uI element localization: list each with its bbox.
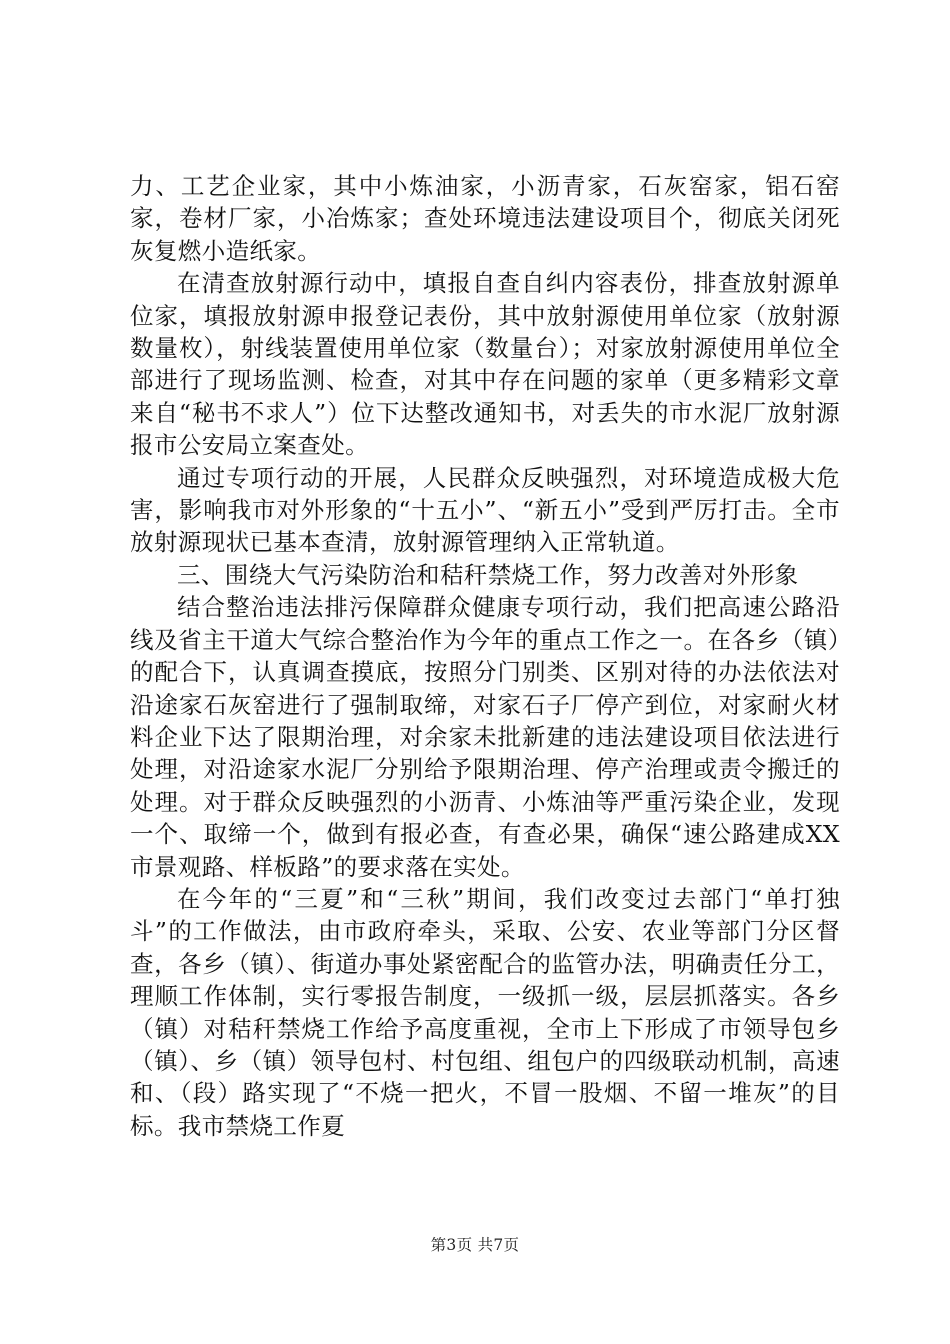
paragraph-1: 力、工艺企业家，其中小炼油家，小沥青家，石灰窑家，铝石窑家，卷材厂家，小冶炼家；查处环境违法建设项目个，彻底关闭死灰复燃小造纸家。 [130,172,840,265]
paragraph-4: 结合整治违法排污保障群众健康专项行动，我们把高速公路沿线及省主干道大气综合整治作为今年的重点工作之一。在各乡（镇）的配合下，认真调查摸底，按照分门别类、区别对待的办法依法对沿途家石灰窑进行了强制取缔，对家石子厂停产到位，对家耐火材料企业下达了限期治理，对余家未批新建的违法建设项目依法进行处理，对沿途家水泥厂分别给予限期治理、停产治理或责令搬迁的处理。对于群众反映强烈的小沥青、小炼油等严重污染企业，发现一个、取缔一个，做到有报必查，有查必果，确保“速公路建成XX市景观路、样板路”的要求落在实处。 [130,593,840,881]
paragraph-3: 通过专项行动的开展，人民群众反映强烈，对环境造成极大危害，影响我市对外形象的“十五小”、“新五小”受到严厉打击。全市放射源现状已基本查清，放射源管理纳入正常轨道。 [130,463,840,557]
page-number-footer: 第3页 共7页 [430,1236,520,1254]
document-body [130,170,840,1142]
paragraph-5: 在今年的“三夏”和“三秋”期间，我们改变过去部门“单打独斗”的工作做法，由市政府牵头，采取、公安、农业等部门分区督查，各乡（镇）、街道办事处紧密配合的监管办法，明确责任分工，理顺工作体制，实行零报告制度，一级抓一级，层层抓落实。各乡（镇）对秸秆禁烧工作给予高度重视，全市上下形成了市领导包乡（镇）、乡（镇）领导包村、村包组、组包户的四级联动机制，高速和、（段）路实现了“不烧一把火，不冒一股烟、不留一堆灰”的目标。我市禁烧工作夏 [130,884,840,1140]
paragraph-2: 在清查放射源行动中，填报自查自纠内容表份，排查放射源单位家，填报放射源申报登记表份，其中放射源使用单位家（放射源数量枚），射线装置使用单位家（数量台）；对家放射源使用单位全部进行了现场监测、检查，对其中存在问题的家单（更多精彩文章来自“秘书不求人”）位下达整改通知书，对丢失的市水泥厂放射源报市公安局立案查处。 [130,269,840,460]
section-heading: 三、围绕大气污染防治和秸秆禁烧工作，努力改善对外形象 [177,560,799,589]
